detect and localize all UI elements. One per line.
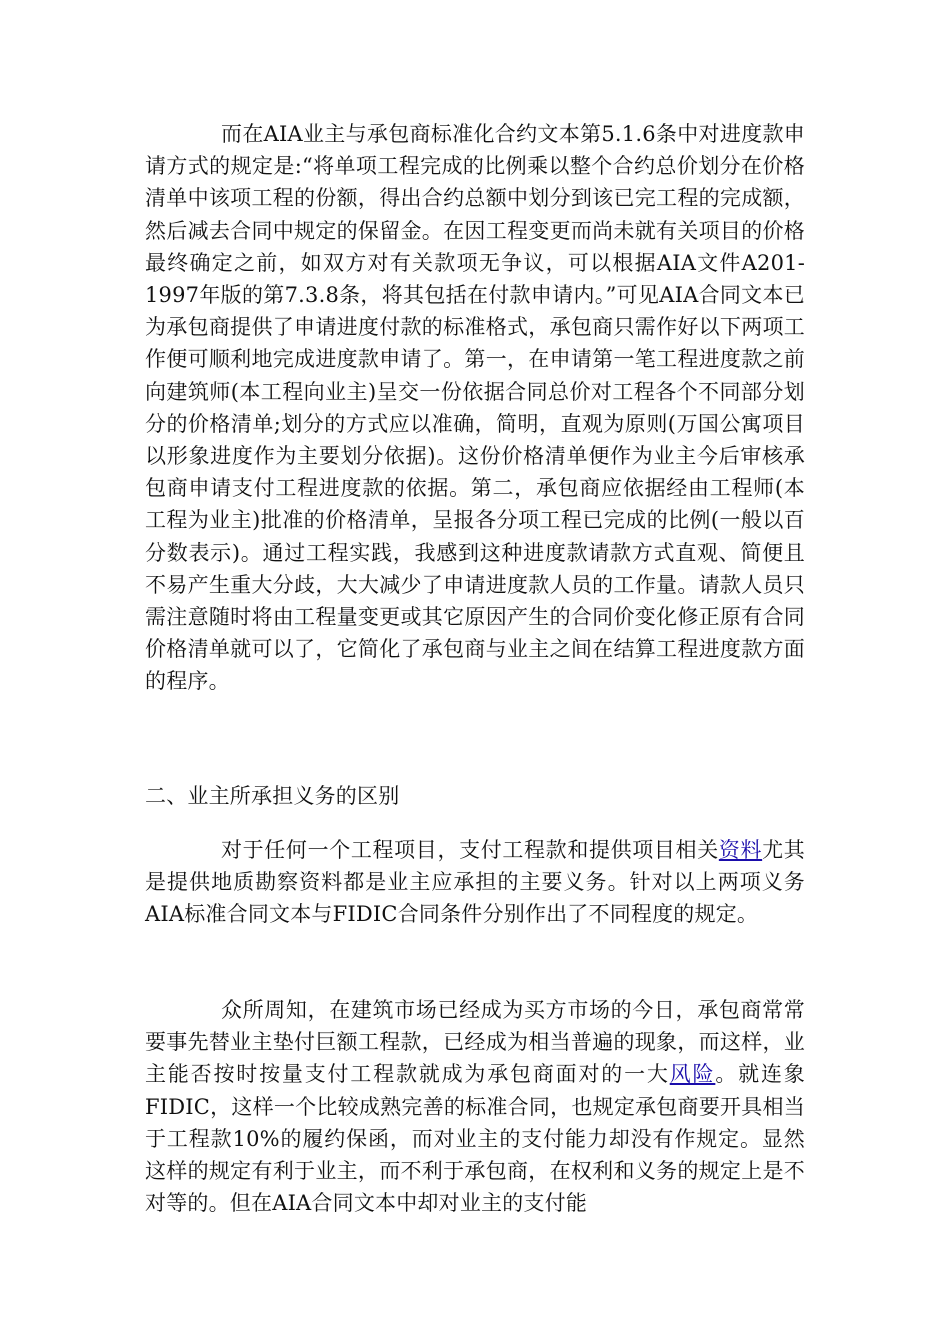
link-materials[interactable]: 资料 bbox=[718, 838, 763, 862]
paragraph-text: 。就连象FIDIC，这样一个比较成熟完善的标准合同，也规定承包商要开具相当于工程款10%的履约保函，而对业主的支付能力却没有作规定。显然这样的规定有利于业主，而不利于承包商，在权利和义务的规定上是不对等的。但在AIA合同文本中却对业主的支付能 bbox=[145, 1062, 805, 1216]
paragraph-payment-risk bbox=[145, 994, 805, 1219]
paragraph-text: 对于任何一个工程项目，支付工程款和提供项目相关 bbox=[221, 838, 719, 862]
paragraph-progress-payment: 而在AIA业主与承包商标准化合约文本第5.1.6条中对进度款申请方式的规定是:“将单项工程完成的比例乘以整个合约总价划分在价格清单中该项工程的份额，得出合约总额中划分到该已完工程的完成额，然后减去合同中规定的保留金。在因工程变更而尚未就有关项目的价格最终确定之前，如双方对有关款项无争议，可以根据AIA文件A201-1997年版的第7.3.8条，将其包括在付款申请内。”可见AIA合同文本已为承包商提供了申请进度付款的标准格式，承包商只需作好以下两项工作便可顺利地完成进度款申请了。第一，在申请第一笔工程进度款之前向建筑师(本工程向业主)呈交一份依据合同总价对工程各个不同部分划分的价格清单;划分的方式应以准确，简明，直观为原则(万国公寓项目以形象进度作为主要划分依据)。这份价格清单便作为业主今后审核承包商申请支付工程进度款的依据。第二，承包商应依据经由工程师(本工程为业主)批准的价格清单，呈报各分项工程已完成的比例(一般以百分数表示)。通过工程实践，我感到这种进度款请款方式直观、简便且不易产生重大分歧，大大减少了申请进度款人员的工作量。请款人员只需注意随时将由工程量变更或其它原因产生的合同价变化修正原有合同价格清单就可以了，它简化了承包商与业主之间在结算工程进度款方面的程序。 bbox=[145, 122, 805, 694]
section-heading-owner-obligations: 二、业主所承担义务的区别 bbox=[145, 784, 400, 808]
paragraph-text: 尤其是提供地质勘察资料都是业主应承担的主要义务。针对以上两项义务AIA标准合同文本与FIDIC合同条件分别作出了不同程度的规定。 bbox=[145, 838, 805, 927]
paragraph-owner-duties bbox=[145, 834, 805, 931]
link-risk[interactable]: 风险 bbox=[669, 1062, 716, 1087]
paragraph-text: 众所周知，在建筑市场已经成为买方市场的今日，承包商常常要事先替业主垫付巨额工程款，已经成为相当普遍的现象，而这样，业主能否按时按量支付工程款就成为承包商面对的一大 bbox=[145, 998, 805, 1087]
